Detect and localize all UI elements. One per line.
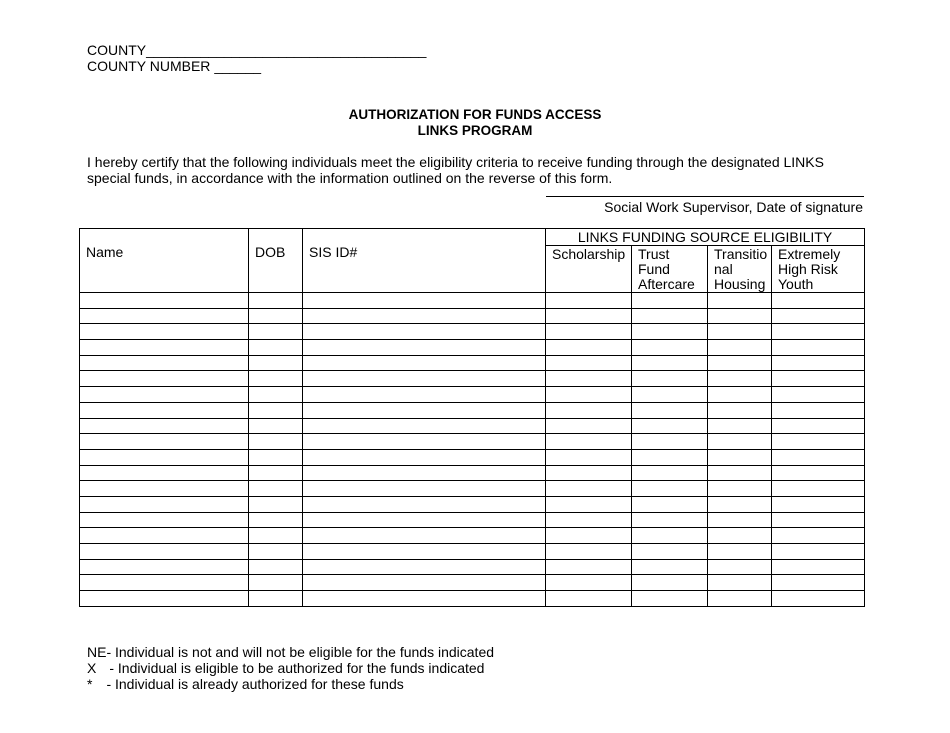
cell-dob[interactable] xyxy=(249,591,303,607)
cell-transitional-housing[interactable] xyxy=(708,402,772,418)
cell-transitional-housing[interactable] xyxy=(708,512,772,528)
cell-sis-id[interactable] xyxy=(303,434,546,450)
cell-transitional-housing[interactable] xyxy=(708,559,772,575)
cell-name[interactable] xyxy=(80,434,249,450)
cell-dob[interactable] xyxy=(249,544,303,560)
cell-sis-id[interactable] xyxy=(303,528,546,544)
cell-name[interactable] xyxy=(80,355,249,371)
cell-transitional-housing[interactable] xyxy=(708,591,772,607)
certification-text: I hereby certify that the following individuals meet the eligibility criteria to receive funding through the designated LINKS special funds, in accordance with the information outlined on the reverse of this form. xyxy=(87,154,824,186)
legend-ne: NE- Individual is not and will not be eligible for the funds indicated xyxy=(87,644,495,660)
cell-transitional-housing[interactable] xyxy=(708,308,772,324)
table-row xyxy=(80,355,865,371)
cell-scholarship[interactable] xyxy=(546,402,632,418)
cell-transitional-housing[interactable] xyxy=(708,355,772,371)
cell-transitional-housing[interactable] xyxy=(708,465,772,481)
cell-name[interactable] xyxy=(80,402,249,418)
cell-name[interactable] xyxy=(80,340,249,356)
table-row xyxy=(80,465,865,481)
cell-trust-fund-aftercare[interactable] xyxy=(632,496,708,512)
cell-extremely-high-risk-youth[interactable] xyxy=(772,371,865,387)
cell-trust-fund-aftercare[interactable] xyxy=(632,387,708,403)
table-row xyxy=(80,591,865,607)
cell-extremely-high-risk-youth[interactable] xyxy=(772,402,865,418)
cell-scholarship[interactable] xyxy=(546,465,632,481)
cell-scholarship[interactable] xyxy=(546,371,632,387)
table-row xyxy=(80,559,865,575)
cell-transitional-housing[interactable] xyxy=(708,481,772,497)
cell-trust-fund-aftercare[interactable] xyxy=(632,559,708,575)
cell-dob[interactable] xyxy=(249,293,303,309)
table-row xyxy=(80,496,865,512)
cell-name[interactable] xyxy=(80,418,249,434)
cell-name[interactable] xyxy=(80,528,249,544)
cell-dob[interactable] xyxy=(249,481,303,497)
cell-dob[interactable] xyxy=(249,340,303,356)
table-row xyxy=(80,371,865,387)
cell-name[interactable] xyxy=(80,559,249,575)
column-header-extremely-high-risk-youth: Extremely High Risk Youth xyxy=(772,246,865,293)
column-header-transitional-housing: Transitio nal Housing xyxy=(708,246,772,293)
table-row xyxy=(80,512,865,528)
cell-sis-id[interactable] xyxy=(303,544,546,560)
column-header-dob: DOB xyxy=(249,229,303,293)
cell-extremely-high-risk-youth[interactable] xyxy=(772,308,865,324)
county-number-field[interactable] xyxy=(87,58,261,74)
legend-star-code: * xyxy=(87,676,93,692)
cell-scholarship[interactable] xyxy=(546,559,632,575)
cell-name[interactable] xyxy=(80,324,249,340)
cell-sis-id[interactable] xyxy=(303,465,546,481)
cell-trust-fund-aftercare[interactable] xyxy=(632,355,708,371)
cell-name[interactable] xyxy=(80,512,249,528)
cell-sis-id[interactable] xyxy=(303,402,546,418)
cell-dob[interactable] xyxy=(249,371,303,387)
cell-scholarship[interactable] xyxy=(546,449,632,465)
cell-name[interactable] xyxy=(80,496,249,512)
cell-sis-id[interactable] xyxy=(303,559,546,575)
cell-scholarship[interactable] xyxy=(546,591,632,607)
cell-transitional-housing[interactable] xyxy=(708,340,772,356)
cell-name[interactable] xyxy=(80,544,249,560)
cell-sis-id[interactable] xyxy=(303,371,546,387)
cell-name[interactable] xyxy=(80,449,249,465)
cell-dob[interactable] xyxy=(249,575,303,591)
cell-dob[interactable] xyxy=(249,402,303,418)
cell-transitional-housing[interactable] xyxy=(708,371,772,387)
cell-extremely-high-risk-youth[interactable] xyxy=(772,481,865,497)
cell-dob[interactable] xyxy=(249,512,303,528)
cell-dob[interactable] xyxy=(249,528,303,544)
cell-trust-fund-aftercare[interactable] xyxy=(632,293,708,309)
cell-transitional-housing[interactable] xyxy=(708,434,772,450)
cell-transitional-housing[interactable] xyxy=(708,387,772,403)
cell-sis-id[interactable] xyxy=(303,340,546,356)
county-number-blank[interactable]: ______ xyxy=(214,58,262,74)
cell-name[interactable] xyxy=(80,371,249,387)
cell-name[interactable] xyxy=(80,308,249,324)
cell-dob[interactable] xyxy=(249,324,303,340)
table-row xyxy=(80,340,865,356)
eligibility-table xyxy=(79,228,865,607)
table-body xyxy=(80,293,865,607)
cell-dob[interactable] xyxy=(249,418,303,434)
cell-trust-fund-aftercare[interactable] xyxy=(632,449,708,465)
cell-name[interactable] xyxy=(80,591,249,607)
form-subtitle: LINKS PROGRAM xyxy=(417,123,533,138)
cell-extremely-high-risk-youth[interactable] xyxy=(772,559,865,575)
cell-extremely-high-risk-youth[interactable] xyxy=(772,528,865,544)
cell-scholarship[interactable] xyxy=(546,496,632,512)
table-row xyxy=(80,481,865,497)
cell-trust-fund-aftercare[interactable] xyxy=(632,528,708,544)
table-row xyxy=(80,418,865,434)
cell-extremely-high-risk-youth[interactable] xyxy=(772,591,865,607)
legend-x xyxy=(87,660,484,676)
cell-scholarship[interactable] xyxy=(546,340,632,356)
cell-sis-id[interactable] xyxy=(303,496,546,512)
cell-sis-id[interactable] xyxy=(303,512,546,528)
county-field[interactable] xyxy=(87,42,426,58)
table-row xyxy=(80,528,865,544)
legend-star-text: - Individual is already authorized for these funds xyxy=(106,676,404,692)
cell-transitional-housing[interactable] xyxy=(708,528,772,544)
cell-scholarship[interactable] xyxy=(546,575,632,591)
cell-extremely-high-risk-youth[interactable] xyxy=(772,575,865,591)
cell-name[interactable] xyxy=(80,465,249,481)
column-header-scholarship: Scholarship xyxy=(546,246,632,293)
table-row xyxy=(80,293,865,309)
cell-trust-fund-aftercare[interactable] xyxy=(632,575,708,591)
cell-extremely-high-risk-youth[interactable] xyxy=(772,434,865,450)
cell-sis-id[interactable] xyxy=(303,449,546,465)
cell-trust-fund-aftercare[interactable] xyxy=(632,308,708,324)
county-label: COUNTY xyxy=(87,42,147,58)
cell-dob[interactable] xyxy=(249,434,303,450)
cell-trust-fund-aftercare[interactable] xyxy=(632,465,708,481)
cell-sis-id[interactable] xyxy=(303,418,546,434)
cell-scholarship[interactable] xyxy=(546,387,632,403)
cell-trust-fund-aftercare[interactable] xyxy=(632,402,708,418)
column-header-name: Name xyxy=(80,229,249,293)
cell-transitional-housing[interactable] xyxy=(708,418,772,434)
cell-scholarship[interactable] xyxy=(546,528,632,544)
cell-sis-id[interactable] xyxy=(303,591,546,607)
cell-transitional-housing[interactable] xyxy=(708,449,772,465)
cell-scholarship[interactable] xyxy=(546,512,632,528)
cell-trust-fund-aftercare[interactable] xyxy=(632,512,708,528)
cell-extremely-high-risk-youth[interactable] xyxy=(772,449,865,465)
cell-sis-id[interactable] xyxy=(303,481,546,497)
cell-dob[interactable] xyxy=(249,559,303,575)
cell-trust-fund-aftercare[interactable] xyxy=(632,434,708,450)
cell-dob[interactable] xyxy=(249,449,303,465)
cell-scholarship[interactable] xyxy=(546,418,632,434)
cell-transitional-housing[interactable] xyxy=(708,324,772,340)
column-header-trust-fund-aftercare: Trust Fund Aftercare xyxy=(632,246,708,293)
cell-trust-fund-aftercare[interactable] xyxy=(632,481,708,497)
cell-extremely-high-risk-youth[interactable] xyxy=(772,293,865,309)
table-row xyxy=(80,324,865,340)
cell-trust-fund-aftercare[interactable] xyxy=(632,324,708,340)
cell-name[interactable] xyxy=(80,293,249,309)
cell-extremely-high-risk-youth[interactable] xyxy=(772,512,865,528)
cell-trust-fund-aftercare[interactable] xyxy=(632,591,708,607)
form-title: AUTHORIZATION FOR FUNDS ACCESS xyxy=(348,107,602,122)
cell-sis-id[interactable] xyxy=(303,324,546,340)
table-row xyxy=(80,544,865,560)
cell-extremely-high-risk-youth[interactable] xyxy=(772,340,865,356)
cell-dob[interactable] xyxy=(249,355,303,371)
cell-sis-id[interactable] xyxy=(303,308,546,324)
cell-scholarship[interactable] xyxy=(546,324,632,340)
cell-transitional-housing[interactable] xyxy=(708,293,772,309)
cell-sis-id[interactable] xyxy=(303,387,546,403)
county-blank[interactable]: ____________________________________ xyxy=(146,42,427,58)
cell-dob[interactable] xyxy=(249,465,303,481)
county-number-label: COUNTY NUMBER xyxy=(87,58,211,74)
cell-scholarship[interactable] xyxy=(546,481,632,497)
legend-x-text: - Individual is eligible to be authorized for the funds indicated xyxy=(109,660,485,676)
signature-label: Social Work Supervisor, Date of signature xyxy=(604,199,863,215)
cell-trust-fund-aftercare[interactable] xyxy=(632,544,708,560)
cell-transitional-housing[interactable] xyxy=(708,575,772,591)
cell-transitional-housing[interactable] xyxy=(708,496,772,512)
cell-extremely-high-risk-youth[interactable] xyxy=(772,355,865,371)
cell-scholarship[interactable] xyxy=(546,355,632,371)
cell-name[interactable] xyxy=(80,387,249,403)
table-row xyxy=(80,575,865,591)
cell-sis-id[interactable] xyxy=(303,293,546,309)
funding-eligibility-header: LINKS FUNDING SOURCE ELIGIBILITY xyxy=(546,229,865,246)
signature-line[interactable] xyxy=(546,196,864,197)
cell-dob[interactable] xyxy=(249,387,303,403)
cell-transitional-housing[interactable] xyxy=(708,544,772,560)
legend-star xyxy=(87,676,404,692)
cell-sis-id[interactable] xyxy=(303,575,546,591)
cell-scholarship[interactable] xyxy=(546,308,632,324)
cell-dob[interactable] xyxy=(249,308,303,324)
table-row xyxy=(80,402,865,418)
cell-extremely-high-risk-youth[interactable] xyxy=(772,544,865,560)
table-row xyxy=(80,308,865,324)
cell-extremely-high-risk-youth[interactable] xyxy=(772,324,865,340)
cell-extremely-high-risk-youth[interactable] xyxy=(772,465,865,481)
cell-name[interactable] xyxy=(80,575,249,591)
cell-trust-fund-aftercare[interactable] xyxy=(632,340,708,356)
legend-x-code: X xyxy=(87,660,97,676)
cell-sis-id[interactable] xyxy=(303,355,546,371)
table-row xyxy=(80,434,865,450)
cell-dob[interactable] xyxy=(249,496,303,512)
cell-extremely-high-risk-youth[interactable] xyxy=(772,418,865,434)
cell-extremely-high-risk-youth[interactable] xyxy=(772,387,865,403)
cell-scholarship[interactable] xyxy=(546,544,632,560)
cell-scholarship[interactable] xyxy=(546,293,632,309)
cell-trust-fund-aftercare[interactable] xyxy=(632,418,708,434)
cell-name[interactable] xyxy=(80,481,249,497)
table-row xyxy=(80,449,865,465)
column-header-sis-id: SIS ID# xyxy=(303,229,546,293)
cell-trust-fund-aftercare[interactable] xyxy=(632,371,708,387)
table-row xyxy=(80,387,865,403)
cell-extremely-high-risk-youth[interactable] xyxy=(772,496,865,512)
cell-scholarship[interactable] xyxy=(546,434,632,450)
